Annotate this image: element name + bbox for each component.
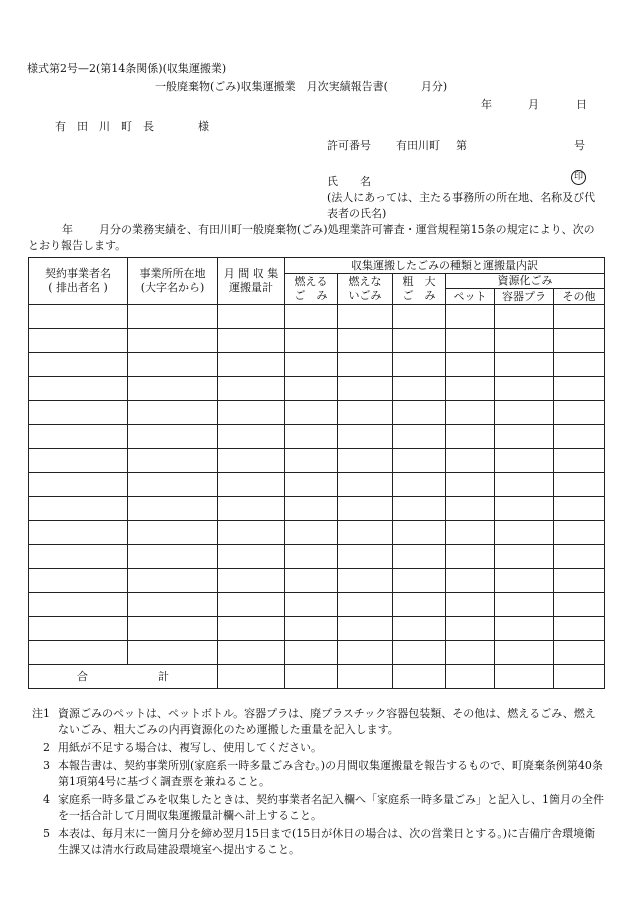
table-cell[interactable] <box>338 497 393 521</box>
table-cell[interactable] <box>218 305 285 329</box>
table-cell[interactable] <box>29 305 128 329</box>
table-cell[interactable] <box>393 641 446 665</box>
table-cell[interactable] <box>128 305 218 329</box>
table-cell[interactable] <box>218 329 285 353</box>
total-cell[interactable] <box>446 665 495 689</box>
permit-town: 有田川町 <box>396 139 440 152</box>
table-row <box>29 569 605 593</box>
table-cell[interactable] <box>285 545 338 569</box>
col-other: その他 <box>554 289 605 305</box>
table-cell[interactable] <box>393 329 446 353</box>
table-cell[interactable] <box>128 401 218 425</box>
table-cell[interactable] <box>338 425 393 449</box>
table-cell[interactable] <box>393 617 446 641</box>
date-day-label: 日 <box>576 98 587 111</box>
table-cell[interactable] <box>338 473 393 497</box>
table-cell[interactable] <box>393 497 446 521</box>
report-table <box>28 257 605 689</box>
total-cell[interactable] <box>218 665 285 689</box>
permit-dai: 第 <box>456 139 467 152</box>
col-group-header: 収集運搬したごみの種類と運搬量内訳 <box>285 258 605 274</box>
table-cell[interactable] <box>128 569 218 593</box>
table-cell[interactable] <box>495 425 554 449</box>
col-pet: ペット <box>446 289 495 305</box>
table-cell[interactable] <box>285 521 338 545</box>
total-cell[interactable] <box>495 665 554 689</box>
form-number: 様式第2号—2(第14条関係)(収集運搬業) <box>27 62 227 75</box>
table-cell[interactable] <box>554 329 605 353</box>
table-cell[interactable] <box>554 353 605 377</box>
table-cell[interactable] <box>285 641 338 665</box>
table-cell[interactable] <box>285 305 338 329</box>
table-cell[interactable] <box>29 617 128 641</box>
total-cell[interactable] <box>393 665 446 689</box>
table-cell[interactable] <box>218 545 285 569</box>
table-cell[interactable] <box>285 353 338 377</box>
table-cell[interactable] <box>446 329 495 353</box>
addressee: 有 田 川 町 長 様 <box>55 120 209 133</box>
table-cell[interactable] <box>495 641 554 665</box>
table-row <box>29 353 605 377</box>
statement-year: 年 <box>62 223 73 236</box>
table-cell[interactable] <box>285 593 338 617</box>
col-nonburnable: 燃えな いごみ <box>338 274 393 305</box>
table-row <box>29 641 605 665</box>
table-cell[interactable] <box>128 593 218 617</box>
table-cell[interactable] <box>128 545 218 569</box>
table-cell[interactable] <box>446 449 495 473</box>
table-cell[interactable] <box>29 521 128 545</box>
table-row <box>29 401 605 425</box>
table-cell[interactable] <box>29 593 128 617</box>
table-cell[interactable] <box>446 521 495 545</box>
table-cell[interactable] <box>446 617 495 641</box>
corporation-note: (法人にあっては、主たる事務所の所在地、名称及び代表者の氏名) <box>327 191 596 220</box>
table-cell[interactable] <box>218 593 285 617</box>
table-cell[interactable] <box>393 473 446 497</box>
date-year-label: 年 <box>481 98 492 111</box>
table-cell[interactable] <box>554 593 605 617</box>
table-cell[interactable] <box>393 305 446 329</box>
notes-section <box>28 706 606 860</box>
table-cell[interactable] <box>218 473 285 497</box>
table-cell[interactable] <box>29 497 128 521</box>
table-cell[interactable] <box>128 377 218 401</box>
table-row <box>29 593 605 617</box>
table-cell[interactable] <box>29 641 128 665</box>
note-item: 5 本表は、毎月末に一箇月分を締め翌月15日まで(15日が休日の場合は、次の営業日とする。)に吉備庁舎環境衛生課又は清水行政局建設環境室へ提出すること。 <box>43 827 596 856</box>
table-cell[interactable] <box>393 569 446 593</box>
table-cell[interactable] <box>393 545 446 569</box>
table-cell[interactable] <box>338 353 393 377</box>
table-cell[interactable] <box>218 521 285 545</box>
note-item: 4 家庭系一時多量ごみを収集したときは、契約事業者名記入欄へ「家庭系一時多量ごみ」と記入し、1箇月の全件を一括合計して月間収集運搬量計欄へ計上すること。 <box>43 793 604 822</box>
table-cell[interactable] <box>554 545 605 569</box>
table-row <box>29 329 605 353</box>
table-cell[interactable] <box>285 401 338 425</box>
table-cell[interactable] <box>495 377 554 401</box>
table-cell[interactable] <box>218 497 285 521</box>
total-label: 合 計 <box>29 665 218 689</box>
table-cell[interactable] <box>446 377 495 401</box>
table-cell[interactable] <box>446 569 495 593</box>
table-cell[interactable] <box>285 473 338 497</box>
table-cell[interactable] <box>29 425 128 449</box>
table-cell[interactable] <box>495 329 554 353</box>
table-cell[interactable] <box>495 593 554 617</box>
col-resource: 資源化ごみ <box>446 274 605 289</box>
report-title: 一般廃棄物(ごみ)収集運搬業 月次実績報告書( 月分) <box>155 80 448 93</box>
report-statement <box>28 222 603 254</box>
table-cell[interactable] <box>29 449 128 473</box>
table-cell[interactable] <box>554 377 605 401</box>
table-cell[interactable] <box>554 497 605 521</box>
table-cell[interactable] <box>554 425 605 449</box>
table-cell[interactable] <box>285 617 338 641</box>
col-monthly-total: 月 間 収 集 運搬量計 <box>218 258 285 305</box>
total-cell[interactable] <box>285 665 338 689</box>
table-cell[interactable] <box>393 377 446 401</box>
col-plastic: 容器プラ <box>495 289 554 305</box>
table-cell[interactable] <box>128 425 218 449</box>
table-cell[interactable] <box>29 473 128 497</box>
table-cell[interactable] <box>218 401 285 425</box>
table-cell[interactable] <box>446 545 495 569</box>
table-cell[interactable] <box>29 401 128 425</box>
table-cell[interactable] <box>495 569 554 593</box>
table-cell[interactable] <box>285 449 338 473</box>
table-cell[interactable] <box>218 617 285 641</box>
table-cell[interactable] <box>285 497 338 521</box>
note-item: 2 用紙が不足する場合は、複写し、使用してください。 <box>43 741 322 754</box>
table-cell[interactable] <box>554 521 605 545</box>
table-cell[interactable] <box>554 473 605 497</box>
table-row <box>29 377 605 401</box>
note-item: 注1 資源ごみのペットは、ペットボトル。容器プラは、廃プラスチック容器包装類、その他は、燃えるごみ、燃えないごみ、粗大ごみの内再資源化のため運搬した重量を記入します。 <box>32 707 596 736</box>
table-cell[interactable] <box>495 449 554 473</box>
table-cell[interactable] <box>338 401 393 425</box>
table-cell[interactable] <box>285 329 338 353</box>
table-cell[interactable] <box>495 497 554 521</box>
table-cell[interactable] <box>554 617 605 641</box>
table-cell[interactable] <box>338 329 393 353</box>
table-row <box>29 425 605 449</box>
table-cell[interactable] <box>128 449 218 473</box>
table-cell[interactable] <box>29 545 128 569</box>
table-cell[interactable] <box>338 617 393 641</box>
table-cell[interactable] <box>338 569 393 593</box>
table-cell[interactable] <box>285 377 338 401</box>
table-cell[interactable] <box>285 425 338 449</box>
table-cell[interactable] <box>393 521 446 545</box>
table-cell[interactable] <box>495 353 554 377</box>
table-cell[interactable] <box>218 425 285 449</box>
header-row-1 <box>29 258 605 274</box>
permit-number-label: 許可番号 <box>327 139 371 152</box>
table-cell[interactable] <box>446 593 495 617</box>
table-cell[interactable] <box>128 521 218 545</box>
table-cell[interactable] <box>338 545 393 569</box>
table-cell[interactable] <box>446 425 495 449</box>
table-cell[interactable] <box>338 521 393 545</box>
table-row <box>29 473 605 497</box>
table-cell[interactable] <box>495 473 554 497</box>
table-cell[interactable] <box>128 473 218 497</box>
table-cell[interactable] <box>495 305 554 329</box>
table-cell[interactable] <box>446 473 495 497</box>
table-cell[interactable] <box>128 329 218 353</box>
permit-go: 号 <box>574 139 585 152</box>
table-row <box>29 545 605 569</box>
table-cell[interactable] <box>218 449 285 473</box>
note-item: 3 本報告書は、契約事業所別(家庭系一時多量ごみ含む。)の月間収集運搬量を報告するもので、町廃棄条例第40条第1項第4号に基づく調査票を兼ねること。 <box>43 759 603 788</box>
table-cell[interactable] <box>446 401 495 425</box>
table-cell[interactable] <box>128 353 218 377</box>
table-cell[interactable] <box>338 449 393 473</box>
table-row <box>29 449 605 473</box>
table-cell[interactable] <box>128 617 218 641</box>
table-cell[interactable] <box>554 449 605 473</box>
table-cell[interactable] <box>554 569 605 593</box>
table-row <box>29 617 605 641</box>
name-label: 氏 名 <box>327 175 371 188</box>
col-bulky: 粗 大 ご み <box>393 274 446 305</box>
table-cell[interactable] <box>554 401 605 425</box>
statement-text: 月分の業務実績を、有田川町一般廃棄物(ごみ)処理業許可審査・運営規程第15条の規定により、次のとおり報告します。 <box>28 223 595 252</box>
table-cell[interactable] <box>338 377 393 401</box>
table-row <box>29 497 605 521</box>
table-cell[interactable] <box>446 305 495 329</box>
table-cell[interactable] <box>554 305 605 329</box>
table-cell[interactable] <box>285 569 338 593</box>
table-cell[interactable] <box>218 353 285 377</box>
col-contractor: 契約事業者名 ( 排出者名 ) <box>29 258 128 305</box>
table-cell[interactable] <box>554 641 605 665</box>
table-cell[interactable] <box>393 401 446 425</box>
table-cell[interactable] <box>393 593 446 617</box>
table-row <box>29 521 605 545</box>
table-cell[interactable] <box>495 545 554 569</box>
total-cell[interactable] <box>554 665 605 689</box>
table-cell[interactable] <box>218 377 285 401</box>
table-cell[interactable] <box>29 377 128 401</box>
total-cell[interactable] <box>338 665 393 689</box>
table-cell[interactable] <box>446 497 495 521</box>
table-cell[interactable] <box>338 641 393 665</box>
table-cell[interactable] <box>446 641 495 665</box>
table-cell[interactable] <box>393 449 446 473</box>
col-burnable: 燃える ご み <box>285 274 338 305</box>
seal-mark: 印 <box>571 170 586 185</box>
table-cell[interactable] <box>128 641 218 665</box>
table-cell[interactable] <box>393 353 446 377</box>
table-cell[interactable] <box>29 329 128 353</box>
table-cell[interactable] <box>29 353 128 377</box>
table-cell[interactable] <box>495 617 554 641</box>
table-cell[interactable] <box>218 641 285 665</box>
table-cell[interactable] <box>393 425 446 449</box>
total-row <box>29 665 605 689</box>
table-cell[interactable] <box>338 593 393 617</box>
table-cell[interactable] <box>338 305 393 329</box>
table-cell[interactable] <box>218 569 285 593</box>
table-cell[interactable] <box>446 353 495 377</box>
col-location: 事業所所在地 (大字名から) <box>128 258 218 305</box>
table-cell[interactable] <box>128 497 218 521</box>
table-cell[interactable] <box>29 569 128 593</box>
table-cell[interactable] <box>495 401 554 425</box>
table-row <box>29 305 605 329</box>
table-cell[interactable] <box>495 521 554 545</box>
date-month-label: 月 <box>528 98 539 111</box>
